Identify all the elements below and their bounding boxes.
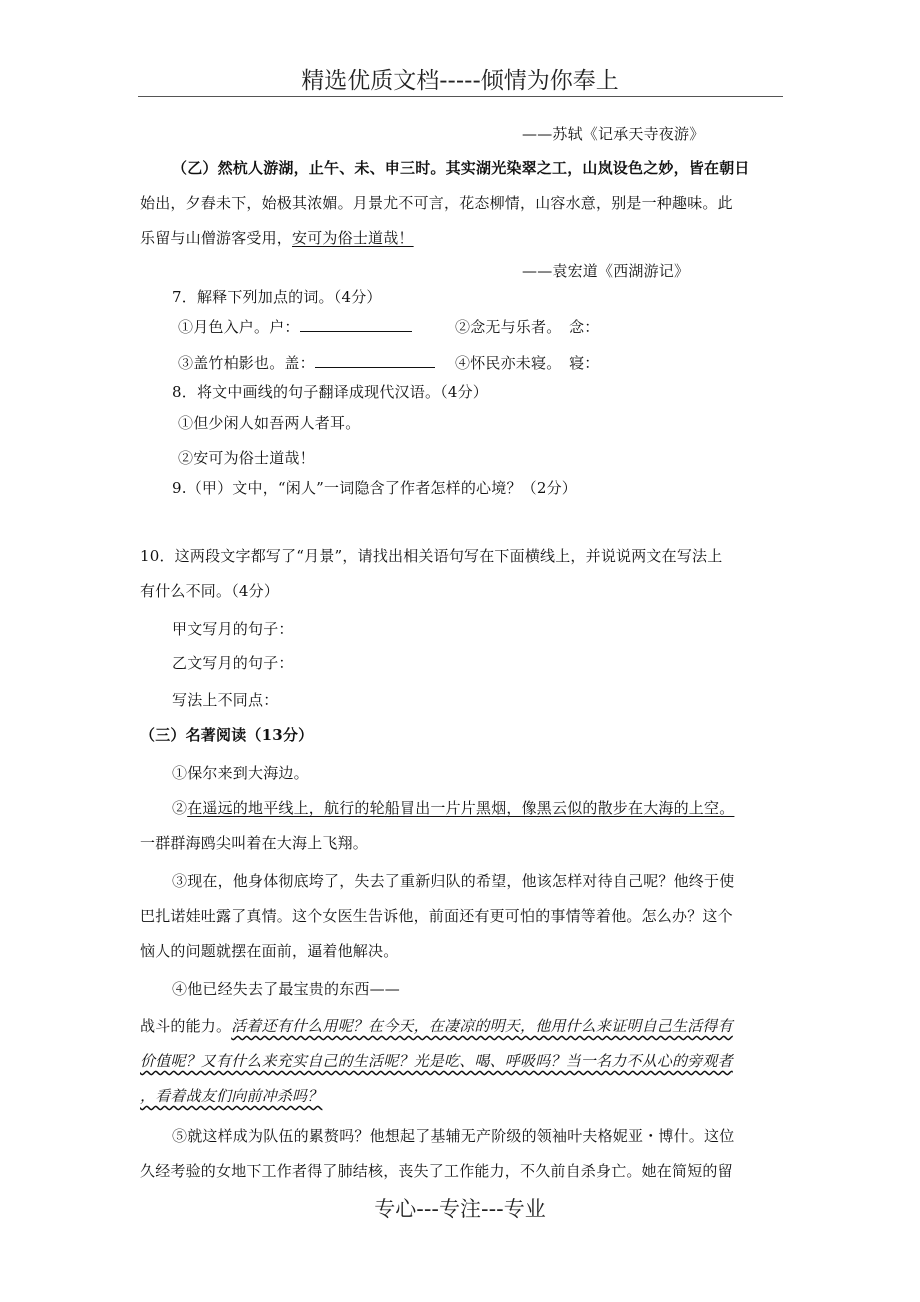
reading-p4-line-4: ，看着战友们向前冲杀吗？ <box>140 1087 323 1105</box>
reading-p4-line-1: ④他已经失去了最宝贵的东西—— <box>172 980 401 998</box>
reading-p3-line-1: ③现在，他身体彻底垮了，失去了重新归队的希望，他该怎样对待自己呢？他终于使 <box>172 872 735 890</box>
q8-item-a: ①但少闲人如吾两人者耳。 <box>178 414 361 432</box>
q9-stem: 9.（甲）文中，“闲人”一词隐含了作者怎样的心境？（2分） <box>172 479 577 497</box>
q10-answer-jia: 甲文写月的句子： <box>172 620 294 638</box>
page-header: 精选优质文档-----倾情为你奉上 <box>301 68 619 94</box>
passage-yi-line-1: （乙）然杭人游湖，止午、未、申三时。其实湖光染翠之工，山岚设色之妙，皆在朝日 <box>172 159 750 177</box>
reading-p2-line-2: 一群群海鸥尖叫着在大海上飞翔。 <box>140 834 369 852</box>
q8-item-b: ②安可为俗士道哉！ <box>178 449 315 467</box>
q10-line-2: 有什么不同。（4分） <box>140 582 280 600</box>
page-footer: 专心---专注---专业 <box>374 1197 546 1221</box>
underlined-sentence-yi: 安可为俗士道哉！ <box>292 229 414 247</box>
passage-yi-text: 乐留与山僧游客受用， <box>140 229 293 247</box>
answer-blank[interactable] <box>315 353 435 368</box>
source-line-yuan: ——袁宏道《西湖游记》 <box>522 262 690 280</box>
q10-answer-diff: 写法上不同点： <box>172 691 279 709</box>
reading-p1: ①保尔来到大海边。 <box>172 764 309 782</box>
source-line-sushi: ——苏轼《记承天寺夜游》 <box>522 125 705 143</box>
q10-line-1: 10．这两段文字都写了“月景”，请找出相关语句写在下面横线上，并说说两文在写法上 <box>140 547 723 565</box>
q7-item-a: ①月色入户。户： <box>178 316 412 337</box>
reading-p3-line-3: 恼人的问题就摆在面前，逼着他解决。 <box>140 942 399 960</box>
reading-p4-line-3: 价值呢？又有什么来充实自己的生活呢？光是吃、喝、呼吸吗？当一名力不从心的旁观者 <box>140 1052 733 1070</box>
q7-item-d: ④怀民亦未寝。 寝： <box>455 354 600 372</box>
reading-p4-line-2: 战斗的能力。活着还有什么用呢？在今天，在凄凉的明天，他用什么来证明自己生活得有 <box>140 1017 733 1035</box>
q8-stem: 8．将文中画线的句子翻译成现代汉语。（4分） <box>172 383 488 401</box>
q7-item-b: ②念无与乐者。 念： <box>455 318 600 336</box>
wavy-underlined-text: 活着还有什么用呢？在今天，在凄凉的明天，他用什么来证明自己生活得有 <box>231 1017 733 1035</box>
passage-yi-line-3 <box>140 227 414 248</box>
reading-p5-line-1: ⑤就这样成为队伍的累赘吗？他想起了基辅无产阶级的领袖叶夫格妮亚・博什。这位 <box>172 1127 735 1145</box>
header-rule <box>138 96 783 97</box>
answer-blank[interactable] <box>300 317 412 332</box>
reading-p5-line-2: 久经考验的女地下工作者得了肺结核，丧失了工作能力，不久前自杀身亡。她在简短的留 <box>140 1162 733 1180</box>
underlined-description: 在遥远的地平线上，航行的轮船冒出一片片黑烟，像黑云似的散步在大海的上空。 <box>187 799 735 817</box>
reading-p2-line-1: ②在遥远的地平线上，航行的轮船冒出一片片黑烟，像黑云似的散步在大海的上空。 <box>172 799 735 817</box>
q7-item-c: ③盖竹柏影也。盖： <box>178 352 435 373</box>
section-title-classics: （三）名著阅读（13分） <box>140 726 314 744</box>
reading-p3-line-2: 巴扎诺娃吐露了真情。这个女医生告诉他，前面还有更可怕的事情等着他。怎么办？这个 <box>140 907 733 925</box>
passage-yi-line-2: 始出，夕舂未下，始极其浓媚。月景尤不可言，花态柳情，山容水意，别是一种趣味。此 <box>140 194 733 212</box>
q7-stem: 7．解释下列加点的词。（4分） <box>172 288 382 306</box>
q10-answer-yi: 乙文写月的句子： <box>172 654 294 672</box>
